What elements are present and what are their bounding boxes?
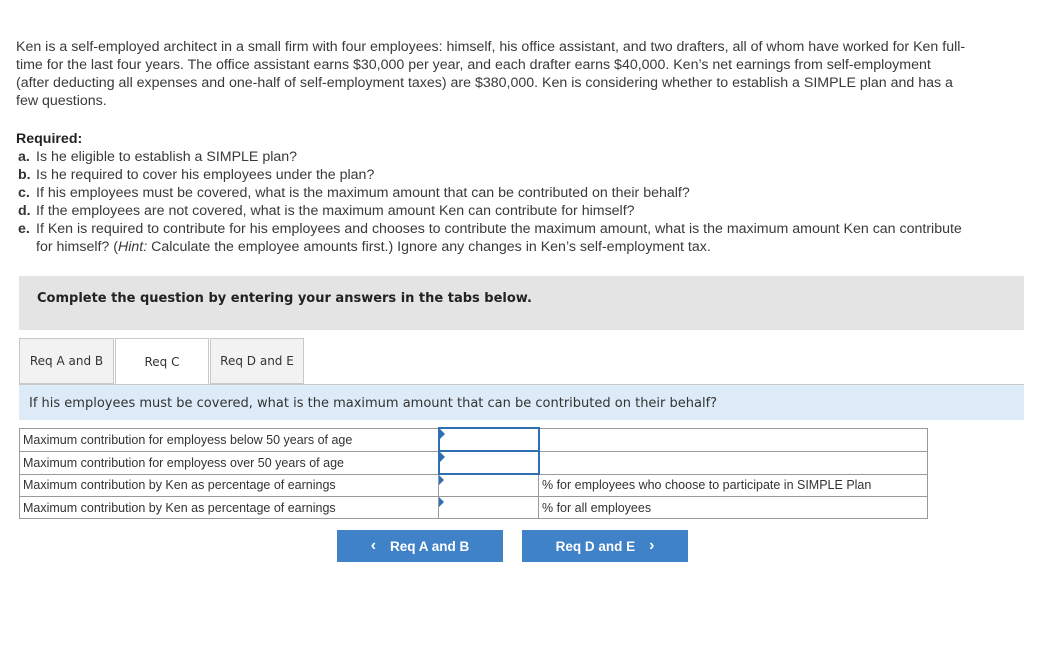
input-marker-icon	[440, 452, 445, 462]
answer-input-cell[interactable]	[439, 497, 539, 519]
chevron-right-icon: ›	[649, 537, 655, 554]
row-label: Maximum contribution by Ken as percentage of earnings	[20, 474, 439, 497]
question-text: If his employees must be covered, what is the maximum amount that can be contributed on their behalf?	[29, 396, 718, 411]
row-unit: % for all employees	[539, 497, 928, 519]
answer-input-cell[interactable]	[439, 474, 539, 497]
required-heading: Required:	[16, 131, 83, 147]
item-text-before-hint: If Ken is required to contribute for his employees and chooses to contribute the maximum amount, what is the maximum amount Ken can contribute for himself? (	[36, 221, 962, 255]
answer-input-below-50[interactable]	[440, 429, 538, 450]
item-text: Is he eligible to establish a SIMPLE plan?	[36, 149, 298, 165]
table-row	[20, 451, 928, 474]
item-text: Is he required to cover his employees under the plan?	[36, 167, 375, 183]
input-marker-icon	[440, 429, 445, 439]
item-letter: e.	[18, 221, 30, 237]
prev-button-label: Req A and B	[390, 538, 470, 554]
required-item-b	[16, 166, 966, 184]
item-letter: d.	[18, 203, 31, 219]
row-unit: % for employees who choose to participate in SIMPLE Plan	[539, 474, 928, 497]
answer-input-ken-participants[interactable]	[439, 475, 538, 496]
item-letter: c.	[18, 185, 30, 201]
chevron-left-icon: ‹	[370, 537, 377, 554]
hint-label: Hint:	[118, 239, 148, 255]
next-button-label: Req D and E	[555, 538, 636, 554]
item-text: If the employees are not covered, what is the maximum amount Ken can contribute for himself?	[36, 203, 635, 219]
input-marker-icon	[439, 475, 444, 485]
row-unit	[539, 428, 928, 451]
row-unit	[539, 451, 928, 474]
input-marker-icon	[439, 497, 444, 507]
tab-req-a-and-b[interactable]: Req A and B	[19, 338, 114, 384]
tab-req-c[interactable]: Req C	[115, 338, 209, 385]
question-bar	[19, 385, 1024, 420]
answer-input-cell[interactable]	[439, 451, 539, 474]
row-label: Maximum contribution by Ken as percentage of earnings	[20, 497, 439, 519]
required-item-c	[16, 184, 966, 202]
item-letter: a.	[18, 149, 30, 165]
answer-input-cell[interactable]	[439, 428, 539, 451]
table-row	[20, 474, 928, 497]
required-item-d	[16, 202, 966, 220]
required-item-a	[16, 148, 966, 166]
item-letter: b.	[18, 167, 31, 183]
prev-tab-button[interactable]	[337, 530, 503, 562]
row-label: Maximum contribution for employess over 50 years of age	[20, 451, 439, 474]
table-row	[20, 428, 928, 451]
table-row	[20, 497, 928, 519]
required-section	[16, 130, 966, 256]
item-text: If his employees must be covered, what is the maximum amount that can be contributed on their behalf?	[36, 185, 690, 201]
instruction-banner	[19, 276, 1024, 330]
answer-input-ken-all[interactable]	[439, 497, 538, 518]
next-tab-button[interactable]	[522, 530, 688, 562]
item-text-after-hint: Calculate the employee amounts first.) Ignore any changes in Ken’s self-employment tax.	[147, 239, 711, 255]
problem-statement: Ken is a self-employed architect in a small firm with four employees: himself, his office assistant, and two drafters, all of whom have worked for Ken full-time for the last four years. The office assistant earns $30,000 per year, and each drafter earns $40,000. Ken’s net earnings from self-employment (after deducting all expenses and one-half of self-employment taxes) are $380,000. Ken is considering whether to establish a SIMPLE plan and has a few questions.	[16, 39, 966, 109]
answer-input-over-50[interactable]	[440, 452, 538, 473]
required-item-e	[16, 220, 966, 256]
tab-req-d-and-e[interactable]: Req D and E	[210, 338, 304, 384]
answer-table	[19, 427, 928, 519]
instruction-text: Complete the question by entering your answers in the tabs below.	[37, 291, 532, 306]
row-label: Maximum contribution for employess below 50 years of age	[20, 428, 439, 451]
